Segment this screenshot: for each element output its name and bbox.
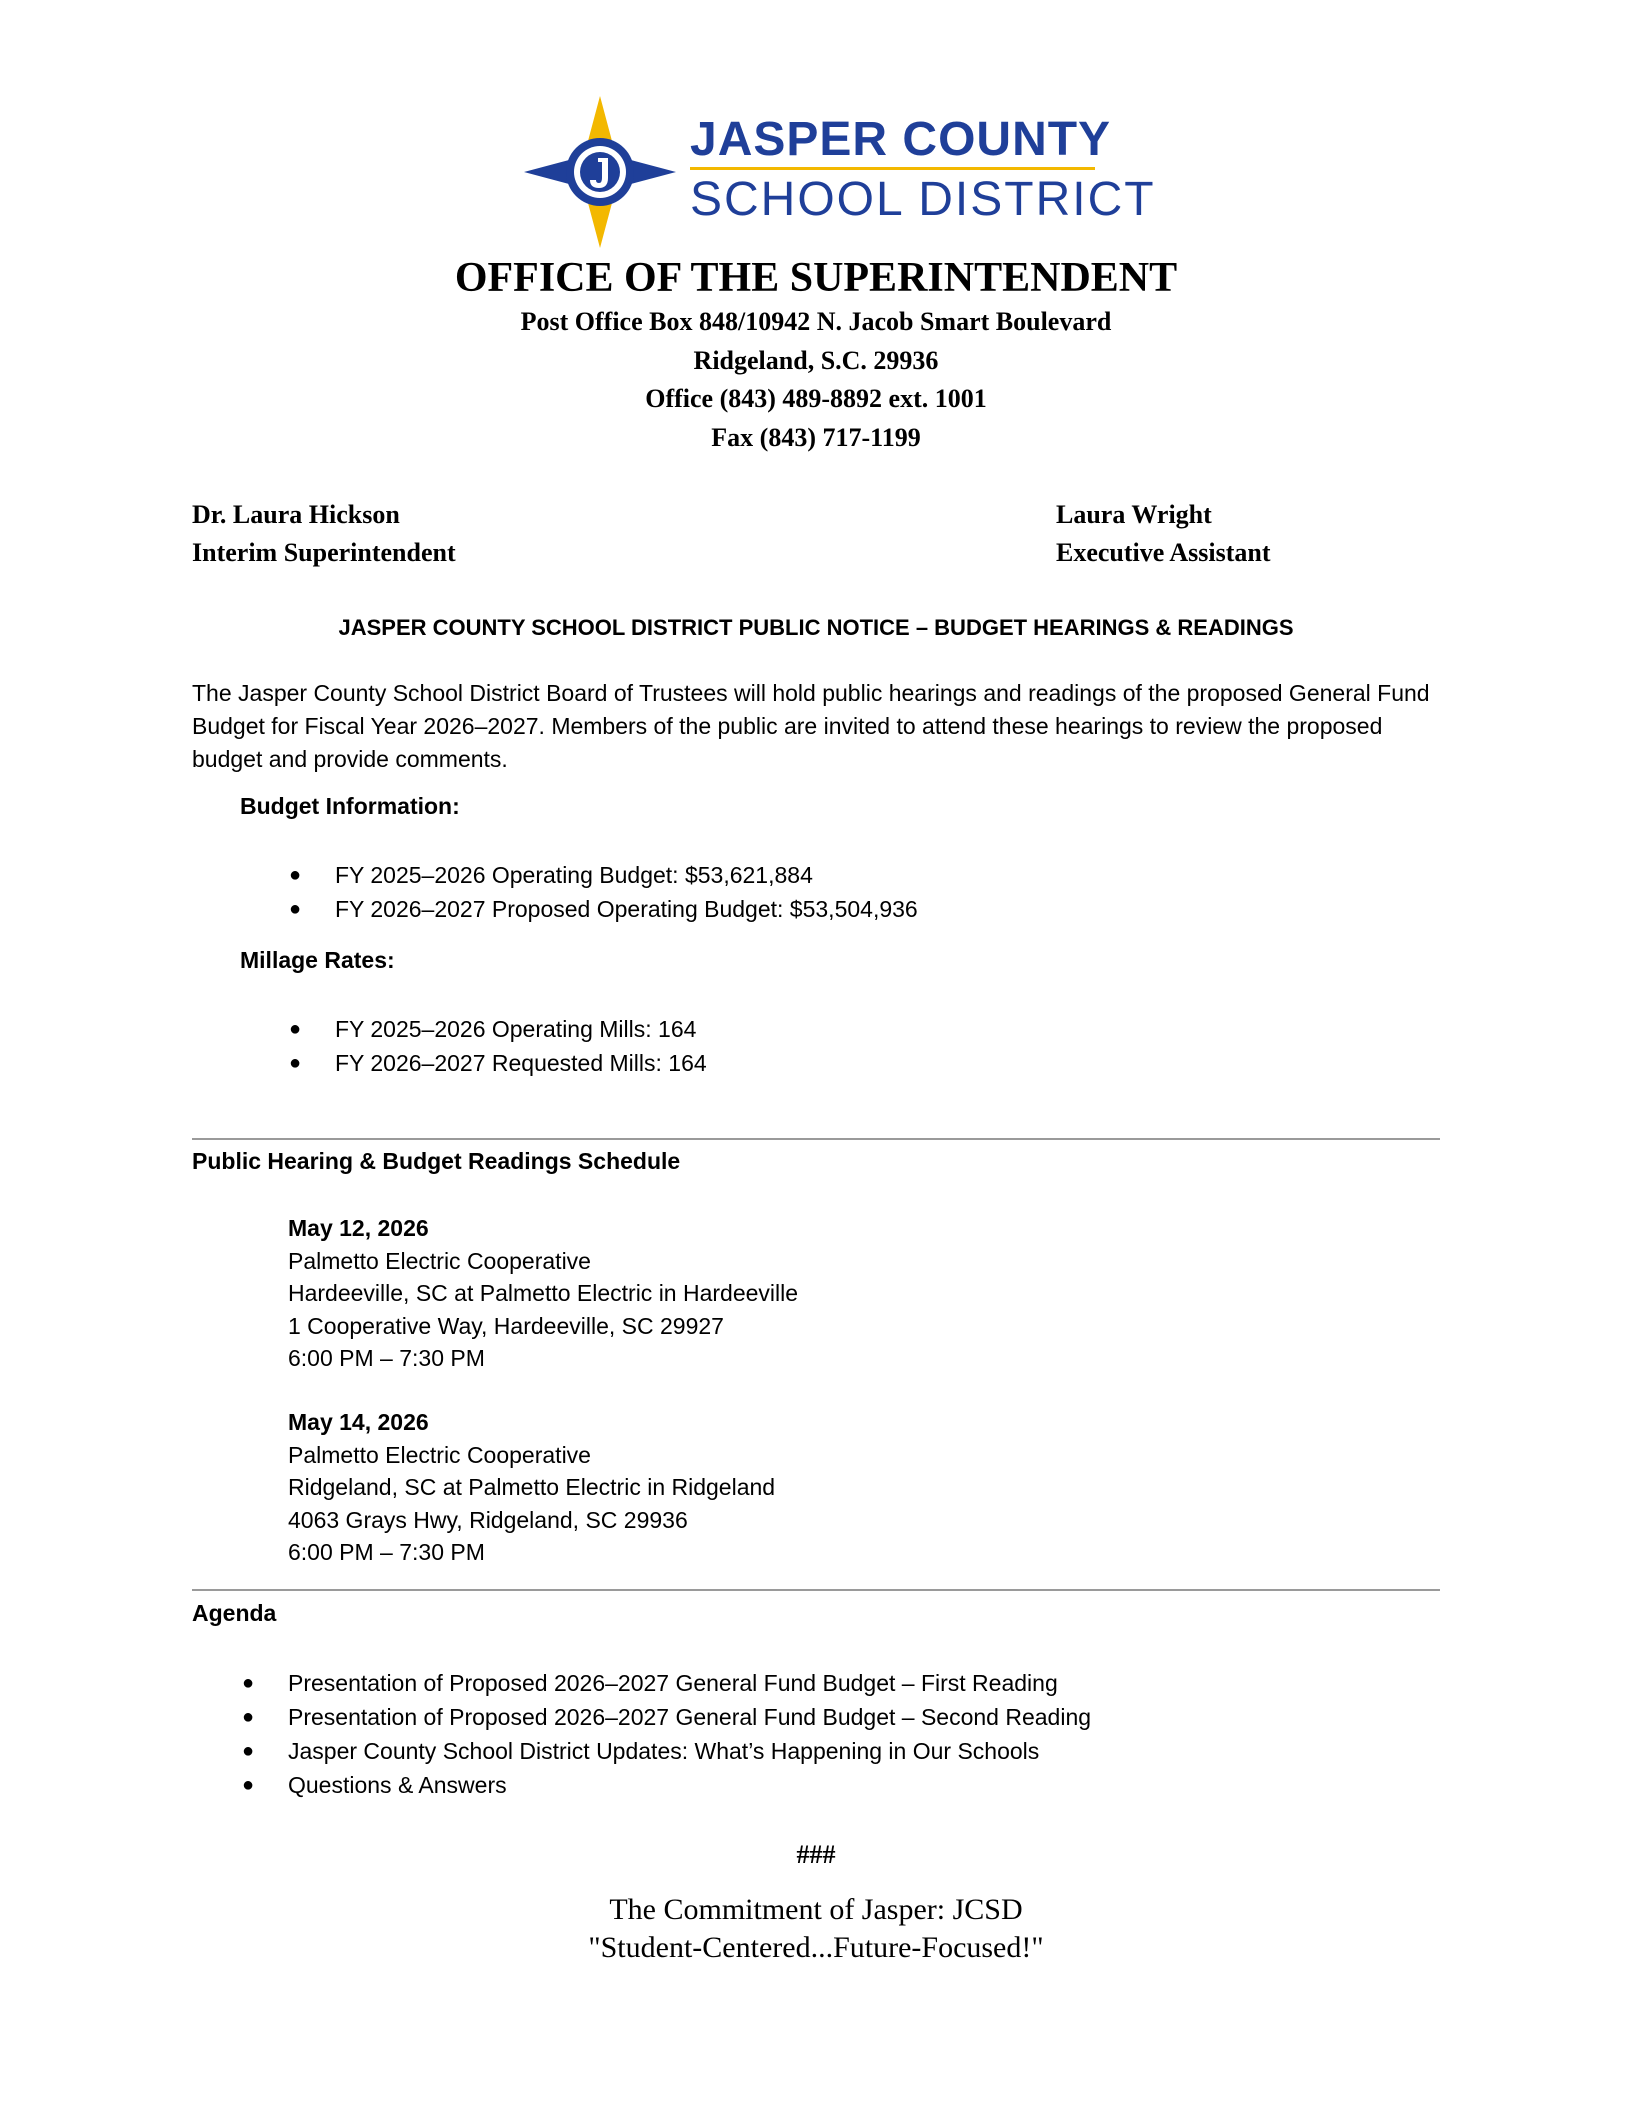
event-location: Ridgeland, SC at Palmetto Electric in Ridgeland <box>288 1474 776 1500</box>
millage-heading: Millage Rates: <box>240 947 395 973</box>
list-item: ● Jasper County School District Updates: What’s Happening in Our Schools <box>288 1734 1091 1768</box>
bullet-icon: ● <box>289 1052 302 1074</box>
notice-title: JASPER COUNTY SCHOOL DISTRICT PUBLIC NOTICE – BUDGET HEARINGS & READINGS <box>338 615 1294 640</box>
office-phone: Office (843) 489-8892 ext. 1001 <box>645 384 987 413</box>
list-item: ● FY 2026–2027 Requested Mills: 164 <box>335 1046 707 1080</box>
list-item: ● Presentation of Proposed 2026–2027 General Fund Budget – First Reading <box>288 1666 1091 1700</box>
superintendent-name: Dr. Laura Hickson <box>192 500 400 529</box>
section-divider <box>192 1138 1440 1140</box>
millage-list <box>289 1012 707 1080</box>
notice-intro: The Jasper County School District Board of Trustees will hold public hearings and readings of the proposed General Fund Budget for Fiscal Year 2026–2027. Members of the public are invited to attend these hearings to review the proposed budget and provide comments. <box>192 680 1430 772</box>
budget-heading: Budget Information: <box>240 793 460 819</box>
assistant-name: Laura Wright <box>1056 500 1212 529</box>
list-item: ● FY 2025–2026 Operating Budget: $53,621,884 <box>335 858 918 892</box>
list-item: ● Presentation of Proposed 2026–2027 General Fund Budget – Second Reading <box>288 1700 1091 1734</box>
assistant-title: Executive Assistant <box>1056 538 1271 567</box>
agenda-list <box>242 1666 1092 1802</box>
event-time: 6:00 PM – 7:30 PM <box>288 1345 485 1371</box>
bullet-icon: ● <box>289 864 302 886</box>
district-logo <box>520 92 1156 252</box>
office-title: OFFICE OF THE SUPERINTENDENT <box>454 255 1178 301</box>
schedule-heading: Public Hearing & Budget Readings Schedule <box>192 1148 681 1174</box>
logo-title-line1: JASPER COUNTY <box>690 113 1112 166</box>
event-time: 6:00 PM – 7:30 PM <box>288 1539 485 1565</box>
event-venue: Palmetto Electric Cooperative <box>288 1247 591 1274</box>
bullet-icon: ● <box>242 1740 255 1762</box>
section-divider <box>192 1589 1440 1591</box>
bullet-icon: ● <box>242 1774 255 1796</box>
compass-j-icon <box>520 92 680 252</box>
event-location: Hardeeville, SC at Palmetto Electric in Hardeeville <box>288 1280 799 1306</box>
event-address: 4063 Grays Hwy, Ridgeland, SC 29936 <box>288 1506 688 1533</box>
budget-list <box>289 858 918 926</box>
bullet-icon: ● <box>289 898 302 920</box>
end-marker: ### <box>796 1840 836 1869</box>
event-address: 1 Cooperative Way, Hardeeville, SC 29927 <box>288 1312 724 1339</box>
superintendent-title: Interim Superintendent <box>192 538 456 567</box>
office-fax: Fax (843) 717-1199 <box>711 423 921 452</box>
bullet-icon: ● <box>289 1018 302 1040</box>
address-line2: Ridgeland, S.C. 29936 <box>693 346 939 375</box>
list-item: ● Questions & Answers <box>288 1768 1091 1802</box>
agenda-heading: Agenda <box>192 1600 277 1626</box>
logo-title-line2: SCHOOL DISTRICT <box>690 173 1156 226</box>
event-venue: Palmetto Electric Cooperative <box>288 1441 591 1468</box>
logo-divider <box>690 167 1095 170</box>
list-item: ● FY 2025–2026 Operating Mills: 164 <box>335 1012 707 1046</box>
commitment-line: The Commitment of Jasper: JCSD <box>609 1893 1023 1926</box>
event-date: May 12, 2026 <box>288 1215 429 1241</box>
address-line1: Post Office Box 848/10942 N. Jacob Smart Boulevard <box>520 307 1112 336</box>
event-date: May 14, 2026 <box>288 1409 429 1435</box>
event-block <box>288 1212 798 1375</box>
motto-line: "Student-Centered...Future-Focused!" <box>588 1931 1044 1964</box>
bullet-icon: ● <box>242 1706 255 1728</box>
bullet-icon: ● <box>242 1672 255 1694</box>
event-block <box>288 1406 775 1569</box>
list-item: ● FY 2026–2027 Proposed Operating Budget: $53,504,936 <box>335 892 918 926</box>
